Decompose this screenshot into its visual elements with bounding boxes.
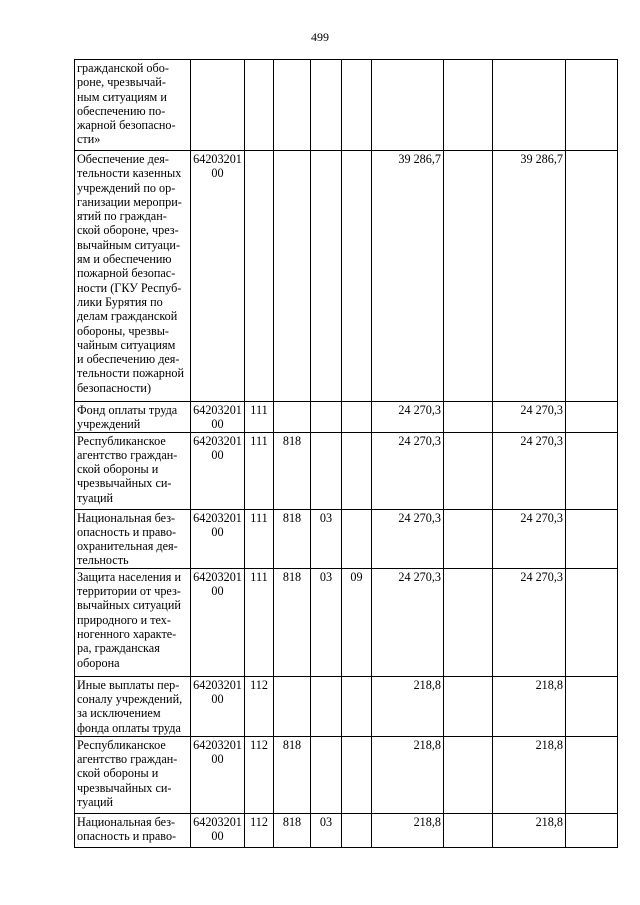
budget-table [74, 59, 618, 848]
trailing-cell [566, 813, 618, 847]
ministry-code-cell [274, 60, 311, 151]
total-cell: 24 270,3 [493, 402, 566, 433]
section-cell [311, 736, 342, 813]
item-name-cell: Национальная без- опасность и право- охранительная дея- тельность [75, 509, 191, 568]
section-cell [311, 402, 342, 433]
table-row [75, 151, 618, 402]
expense-type-cell: 111 [245, 568, 274, 676]
blank-cell [444, 676, 493, 736]
subsection-cell: 09 [342, 568, 372, 676]
amount-cell: 24 270,3 [372, 509, 444, 568]
page-number: 499 [311, 30, 329, 44]
subsection-cell [342, 813, 372, 847]
expense-type-cell: 112 [245, 813, 274, 847]
section-cell: 03 [311, 509, 342, 568]
subsection-cell [342, 151, 372, 402]
expense-type-cell: 112 [245, 736, 274, 813]
total-cell: 218,8 [493, 736, 566, 813]
table-row [75, 509, 618, 568]
trailing-cell [566, 60, 618, 151]
target-code-cell: 64203201 00 [191, 151, 245, 402]
total-cell: 24 270,3 [493, 568, 566, 676]
trailing-cell [566, 432, 618, 509]
ministry-code-cell: 818 [274, 736, 311, 813]
expense-type-cell: 111 [245, 509, 274, 568]
subsection-cell [342, 676, 372, 736]
total-cell: 39 286,7 [493, 151, 566, 402]
target-code-cell: 64203201 00 [191, 813, 245, 847]
blank-cell [444, 509, 493, 568]
table-row [75, 568, 618, 676]
item-name-cell: Фонд оплаты труда учреждений [75, 402, 191, 433]
section-cell [311, 151, 342, 402]
total-cell: 24 270,3 [493, 432, 566, 509]
amount-cell: 218,8 [372, 676, 444, 736]
item-name-cell: гражданской обо- роне, чрезвычай- ным ситуациям и обеспечению по- жарной безопасно- сти» [75, 60, 191, 151]
table-row [75, 402, 618, 433]
target-code-cell: 64203201 00 [191, 432, 245, 509]
blank-cell [444, 151, 493, 402]
target-code-cell [191, 60, 245, 151]
ministry-code-cell [274, 676, 311, 736]
blank-cell [444, 813, 493, 847]
subsection-cell [342, 402, 372, 433]
item-name-cell: Обеспечение дея- тельности казенных учреждений по ор- ганизации меропри- ятий по граждан- ской обороне, чрез- вычайным ситуаци- ям и обеспечению пожарной безопас- ности (ГКУ Респуб- лики Бурятия по делам гражданской обороны, чрезвы- чайным ситуациям и обеспечению дея- тельности пожарной безопасности) [75, 151, 191, 402]
total-cell: 218,8 [493, 676, 566, 736]
subsection-cell [342, 432, 372, 509]
item-name-cell: Иные выплаты пер- соналу учреждений, за исключением фонда оплаты труда [75, 676, 191, 736]
table-row [75, 736, 618, 813]
ministry-code-cell: 818 [274, 432, 311, 509]
expense-type-cell [245, 60, 274, 151]
total-cell: 218,8 [493, 813, 566, 847]
amount-cell [372, 60, 444, 151]
target-code-cell: 64203201 00 [191, 568, 245, 676]
amount-cell: 24 270,3 [372, 432, 444, 509]
amount-cell: 218,8 [372, 813, 444, 847]
ministry-code-cell: 818 [274, 813, 311, 847]
trailing-cell [566, 736, 618, 813]
table-row [75, 813, 618, 847]
blank-cell [444, 60, 493, 151]
expense-type-cell: 112 [245, 676, 274, 736]
amount-cell: 218,8 [372, 736, 444, 813]
expense-type-cell: 111 [245, 432, 274, 509]
ministry-code-cell: 818 [274, 568, 311, 676]
section-cell [311, 60, 342, 151]
item-name-cell: Республиканское агентство граждан- ской обороны и чрезвычайных си- туаций [75, 736, 191, 813]
section-cell [311, 432, 342, 509]
blank-cell [444, 568, 493, 676]
item-name-cell: Республиканское агентство граждан- ской обороны и чрезвычайных си- туаций [75, 432, 191, 509]
trailing-cell [566, 676, 618, 736]
table-row [75, 676, 618, 736]
expense-type-cell: 111 [245, 402, 274, 433]
ministry-code-cell [274, 402, 311, 433]
trailing-cell [566, 402, 618, 433]
table-row [75, 60, 618, 151]
table-row [75, 432, 618, 509]
section-cell: 03 [311, 813, 342, 847]
subsection-cell [342, 60, 372, 151]
trailing-cell [566, 509, 618, 568]
item-name-cell: Защита населения и территории от чрез- вычайных ситуаций природного и тех- ногенного характе- ра, гражданская оборона [75, 568, 191, 676]
target-code-cell: 64203201 00 [191, 736, 245, 813]
trailing-cell [566, 151, 618, 402]
subsection-cell [342, 509, 372, 568]
blank-cell [444, 432, 493, 509]
trailing-cell [566, 568, 618, 676]
target-code-cell: 64203201 00 [191, 402, 245, 433]
total-cell [493, 60, 566, 151]
ministry-code-cell [274, 151, 311, 402]
item-name-cell: Национальная без- опасность и право- [75, 813, 191, 847]
amount-cell: 39 286,7 [372, 151, 444, 402]
section-cell [311, 676, 342, 736]
subsection-cell [342, 736, 372, 813]
target-code-cell: 64203201 00 [191, 509, 245, 568]
expense-type-cell [245, 151, 274, 402]
ministry-code-cell: 818 [274, 509, 311, 568]
blank-cell [444, 736, 493, 813]
amount-cell: 24 270,3 [372, 402, 444, 433]
section-cell: 03 [311, 568, 342, 676]
amount-cell: 24 270,3 [372, 568, 444, 676]
blank-cell [444, 402, 493, 433]
total-cell: 24 270,3 [493, 509, 566, 568]
target-code-cell: 64203201 00 [191, 676, 245, 736]
